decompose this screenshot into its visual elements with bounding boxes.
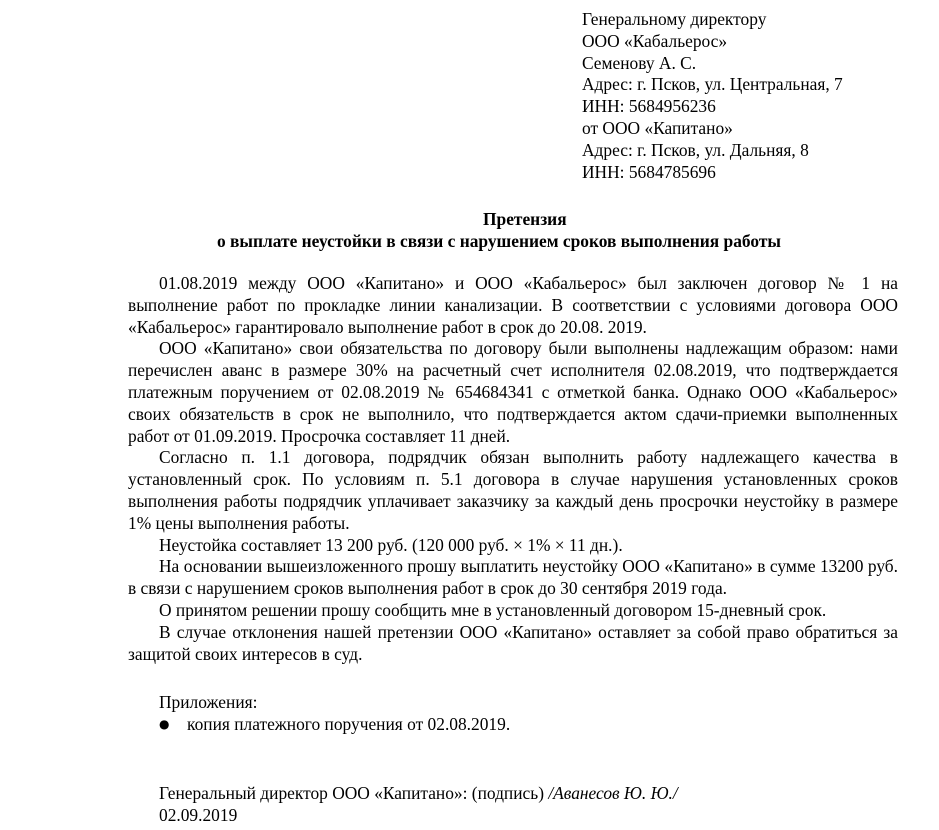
recipient-line: Генеральному директору	[582, 9, 767, 29]
document-subtitle: о выплате неустойки в связи с нарушением сроков выполнения работы	[217, 231, 781, 251]
body-paragraph: О принятом решении прошу сообщить мне в установленный договором 15-дневный срок.	[159, 599, 827, 620]
attachments-block	[159, 692, 859, 736]
signatory-name: /Аванесов Ю. Ю./	[548, 783, 678, 803]
signature-date: 02.09.2019	[159, 804, 238, 825]
attachment-item	[159, 714, 859, 736]
sender-line: от ООО «Капитано»	[582, 117, 733, 138]
body-paragraph: На основании вышеизложенного прошу выплатить неустойку ООО «Капитано» в сумме 13200 руб. в связи с нарушением сроков выполнения работ в срок до 30 сентября 2019 года.	[128, 556, 898, 599]
attachment-item-text: копия платежного поручения от 02.08.2019.	[187, 713, 511, 734]
recipient-line: Адрес: г. Псков, ул. Центральная, 7	[582, 74, 843, 95]
recipient-line: ООО «Кабальерос»	[582, 30, 728, 51]
attachments-heading: Приложения:	[159, 692, 258, 712]
document-body	[128, 273, 898, 665]
sender-line: Адрес: г. Псков, ул. Дальняя, 8	[582, 139, 809, 160]
body-paragraph: ООО «Капитано» свои обязательства по договору были выполнены надлежащим образом: нами перечислен аванс в размере 30% на расчетный счет исполнителя 02.08.2019, что подтверждается платежным поручением от 02.08.2019 № 654684341 с отметкой банка. Однако ООО «Кабальерос» своих обязательств в срок не выполнило, что подтверждается актом сдачи-приемки выполненных работ от 01.09.2019. Просрочка составляет 11 дней.	[128, 338, 898, 446]
recipient-block	[582, 9, 932, 183]
document-title: Претензия	[483, 209, 567, 229]
recipient-line: Семенову А. С.	[582, 52, 697, 73]
body-paragraph: 01.08.2019 между ООО «Капитано» и ООО «Кабальерос» был заключен договор № 1 на выполнение работ по прокладке линии канализации. В соответствии с условиями договора ООО «Кабальерос» гарантировало выполнение работ в срок до 20.08. 2019.	[128, 273, 898, 337]
body-paragraph: Неустойка составляет 13 200 руб. (120 000 руб. × 1% × 11 дн.).	[159, 534, 623, 555]
signature-block	[159, 783, 859, 827]
bullet-icon: ●	[159, 716, 170, 731]
signature-prefix: Генеральный директор ООО «Капитано»: (подпись)	[159, 783, 549, 803]
body-paragraph: В случае отклонения нашей претензии ООО «Капитано» оставляет за собой право обратиться за защитой своих интересов в суд.	[128, 621, 898, 664]
recipient-line: ИНН: 5684956236	[582, 96, 716, 117]
sender-line: ИНН: 5684785696	[582, 161, 716, 182]
signature-line	[159, 783, 859, 805]
body-paragraph: Согласно п. 1.1 договора, подрядчик обязан выполнить работу надлежащего качества в установленный срок. По условиям п. 5.1 договора в случае нарушения установленных сроков выполнения работы подрядчик уплачивает заказчику за каждый день просрочки неустойку в размере 1% цены выполнения работы.	[128, 447, 898, 533]
